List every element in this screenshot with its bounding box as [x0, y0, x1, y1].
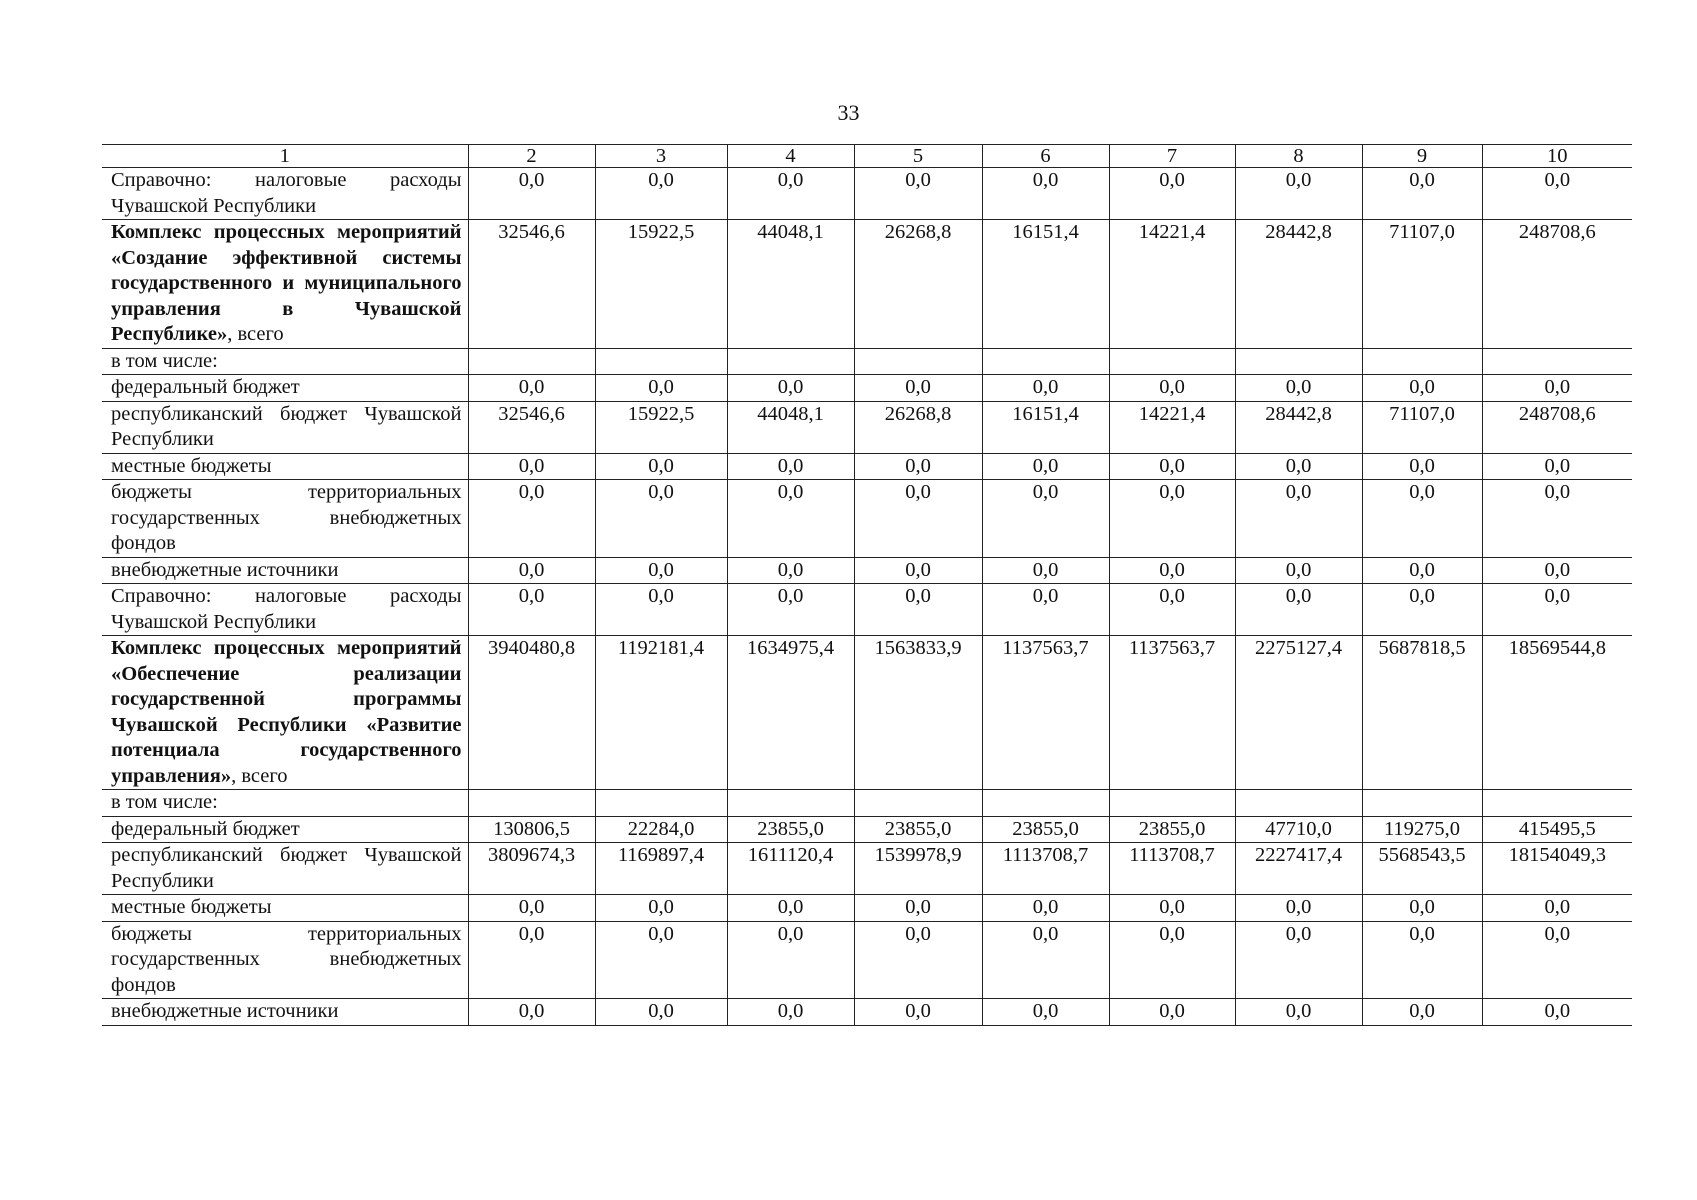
- row-label-text: бюджеты территориальных государственных внебюджетных фондов: [111, 922, 462, 996]
- value-cell: 0,0: [1482, 375, 1632, 402]
- value-cell: 16151,4: [982, 401, 1109, 453]
- column-number: 10: [1482, 145, 1632, 168]
- value-cell: 14221,4: [1109, 220, 1235, 349]
- row-label-text: бюджеты территориальных государственных внебюджетных фондов: [111, 481, 462, 554]
- value-cell: [1482, 348, 1632, 375]
- value-cell: 1169897,4: [595, 843, 727, 895]
- table-body: [102, 145, 1632, 1026]
- value-cell: 0,0: [727, 557, 854, 584]
- row-label-suffix: , всего: [231, 764, 288, 787]
- value-cell: 0,0: [1235, 921, 1362, 999]
- value-cell: 14221,4: [1109, 401, 1235, 453]
- table-row: [102, 584, 1632, 636]
- table-row: [102, 401, 1632, 453]
- value-cell: 1113708,7: [1109, 843, 1235, 895]
- value-cell: [1109, 790, 1235, 817]
- value-cell: 0,0: [727, 921, 854, 999]
- value-cell: 0,0: [1362, 168, 1482, 220]
- value-cell: 0,0: [468, 895, 595, 922]
- table-row: [102, 375, 1632, 402]
- value-cell: 0,0: [1482, 921, 1632, 999]
- value-cell: 0,0: [727, 895, 854, 922]
- value-cell: 26268,8: [854, 401, 982, 453]
- column-number: 2: [468, 145, 595, 168]
- value-cell: 0,0: [1235, 480, 1362, 558]
- value-cell: [595, 348, 727, 375]
- row-label-text: внебюджетные источники: [111, 558, 339, 581]
- table-row: [102, 843, 1632, 895]
- value-cell: 0,0: [595, 584, 727, 636]
- value-cell: 0,0: [1235, 168, 1362, 220]
- value-cell: 0,0: [1235, 584, 1362, 636]
- value-cell: 1539978,9: [854, 843, 982, 895]
- row-label-text: Комплекс процессных мероприятий «Обеспечение реализации государственной программы Чувашской Республики «Развитие потенциала государственного управления»: [111, 637, 462, 787]
- value-cell: 0,0: [982, 375, 1109, 402]
- value-cell: 0,0: [854, 921, 982, 999]
- value-cell: 0,0: [1235, 999, 1362, 1026]
- row-label-suffix: , всего: [227, 323, 284, 345]
- value-cell: 0,0: [1362, 453, 1482, 480]
- value-cell: 248708,6: [1482, 220, 1632, 349]
- value-cell: 0,0: [727, 453, 854, 480]
- value-cell: 0,0: [727, 375, 854, 402]
- value-cell: 44048,1: [727, 401, 854, 453]
- value-cell: 0,0: [854, 168, 982, 220]
- value-cell: 18154049,3: [1482, 843, 1632, 895]
- column-number-header: [102, 145, 1632, 168]
- value-cell: 0,0: [1235, 453, 1362, 480]
- row-label-text: в том числе:: [111, 349, 218, 372]
- value-cell: 3809674,3: [468, 843, 595, 895]
- row-label: [102, 999, 468, 1026]
- row-label: [102, 168, 468, 220]
- value-cell: 71107,0: [1362, 401, 1482, 453]
- row-label-text: местные бюджеты: [111, 454, 272, 477]
- value-cell: [1235, 790, 1362, 817]
- row-label-text: Справочно: налоговые расходы Чувашской Республики: [111, 585, 462, 633]
- value-cell: 0,0: [1109, 375, 1235, 402]
- row-label: [102, 401, 468, 453]
- column-number: 3: [595, 145, 727, 168]
- value-cell: 0,0: [1482, 999, 1632, 1026]
- value-cell: 28442,8: [1235, 220, 1362, 349]
- value-cell: [1235, 348, 1362, 375]
- row-label: [102, 584, 468, 636]
- value-cell: [468, 348, 595, 375]
- value-cell: 0,0: [1235, 895, 1362, 922]
- value-cell: [1482, 790, 1632, 817]
- row-label: [102, 220, 468, 349]
- value-cell: 15922,5: [595, 401, 727, 453]
- row-label-text: федеральный бюджет: [111, 817, 300, 840]
- value-cell: [468, 790, 595, 817]
- value-cell: 3940480,8: [468, 636, 595, 790]
- value-cell: 0,0: [1362, 921, 1482, 999]
- column-number: 4: [727, 145, 854, 168]
- value-cell: 0,0: [727, 999, 854, 1026]
- value-cell: 26268,8: [854, 220, 982, 349]
- value-cell: 0,0: [595, 557, 727, 584]
- value-cell: [982, 790, 1109, 817]
- value-cell: [1362, 348, 1482, 375]
- value-cell: 0,0: [1482, 168, 1632, 220]
- value-cell: 0,0: [854, 895, 982, 922]
- value-cell: 0,0: [727, 168, 854, 220]
- value-cell: 0,0: [468, 921, 595, 999]
- value-cell: 0,0: [595, 921, 727, 999]
- row-label-text: Комплекс процессных мероприятий «Создание эффективной системы государственного и муниципального управления в Чувашской Республике»: [111, 221, 462, 345]
- value-cell: [727, 348, 854, 375]
- value-cell: 0,0: [1362, 895, 1482, 922]
- column-number: 7: [1109, 145, 1235, 168]
- value-cell: 0,0: [1109, 921, 1235, 999]
- value-cell: 0,0: [1482, 557, 1632, 584]
- value-cell: 0,0: [468, 453, 595, 480]
- column-number: 9: [1362, 145, 1482, 168]
- value-cell: 16151,4: [982, 220, 1109, 349]
- value-cell: 0,0: [1362, 999, 1482, 1026]
- value-cell: 0,0: [1109, 999, 1235, 1026]
- value-cell: 0,0: [1109, 557, 1235, 584]
- value-cell: 71107,0: [1362, 220, 1482, 349]
- table-row: [102, 348, 1632, 375]
- table-row: [102, 453, 1632, 480]
- row-label-text: местные бюджеты: [111, 896, 272, 918]
- value-cell: 0,0: [1235, 375, 1362, 402]
- row-label: [102, 895, 468, 922]
- value-cell: 0,0: [595, 895, 727, 922]
- value-cell: 1113708,7: [982, 843, 1109, 895]
- value-cell: 0,0: [1362, 584, 1482, 636]
- value-cell: 0,0: [982, 895, 1109, 922]
- value-cell: 0,0: [468, 375, 595, 402]
- value-cell: 0,0: [1235, 557, 1362, 584]
- value-cell: 0,0: [727, 584, 854, 636]
- value-cell: 0,0: [595, 453, 727, 480]
- table-row: [102, 921, 1632, 999]
- value-cell: 47710,0: [1235, 816, 1362, 843]
- table-row: [102, 636, 1632, 790]
- row-label: [102, 557, 468, 584]
- value-cell: 0,0: [854, 453, 982, 480]
- table-row: [102, 895, 1632, 922]
- table-row: [102, 220, 1632, 349]
- row-label-text: республиканский бюджет Чувашской Республики: [111, 844, 462, 892]
- value-cell: 0,0: [982, 921, 1109, 999]
- value-cell: 28442,8: [1235, 401, 1362, 453]
- table-row: [102, 999, 1632, 1026]
- row-label: [102, 843, 468, 895]
- value-cell: 32546,6: [468, 220, 595, 349]
- value-cell: 0,0: [1109, 895, 1235, 922]
- column-number: 6: [982, 145, 1109, 168]
- value-cell: [1109, 348, 1235, 375]
- value-cell: [727, 790, 854, 817]
- value-cell: 32546,6: [468, 401, 595, 453]
- value-cell: 0,0: [595, 168, 727, 220]
- value-cell: 130806,5: [468, 816, 595, 843]
- value-cell: 0,0: [1482, 453, 1632, 480]
- row-label: [102, 453, 468, 480]
- value-cell: 0,0: [1362, 375, 1482, 402]
- value-cell: [1362, 790, 1482, 817]
- row-label: [102, 375, 468, 402]
- column-number: 1: [102, 145, 468, 168]
- value-cell: 5568543,5: [1362, 843, 1482, 895]
- value-cell: 0,0: [982, 453, 1109, 480]
- table-row: [102, 480, 1632, 558]
- value-cell: 0,0: [468, 999, 595, 1026]
- value-cell: 0,0: [982, 168, 1109, 220]
- row-label: [102, 636, 468, 790]
- value-cell: 0,0: [468, 480, 595, 558]
- table-row: [102, 168, 1632, 220]
- value-cell: 1634975,4: [727, 636, 854, 790]
- value-cell: 18569544,8: [1482, 636, 1632, 790]
- value-cell: [854, 790, 982, 817]
- page-number: 33: [837, 100, 860, 125]
- value-cell: 0,0: [982, 999, 1109, 1026]
- row-label: [102, 816, 468, 843]
- value-cell: 0,0: [854, 480, 982, 558]
- table-row: [102, 790, 1632, 817]
- value-cell: 1137563,7: [982, 636, 1109, 790]
- row-label: [102, 790, 468, 817]
- table-row: [102, 816, 1632, 843]
- row-label-text: в том числе:: [111, 791, 218, 813]
- value-cell: 415495,5: [1482, 816, 1632, 843]
- value-cell: 119275,0: [1362, 816, 1482, 843]
- value-cell: 0,0: [1109, 453, 1235, 480]
- value-cell: 0,0: [1482, 584, 1632, 636]
- row-label-text: федеральный бюджет: [111, 376, 300, 398]
- value-cell: 1611120,4: [727, 843, 854, 895]
- value-cell: 23855,0: [982, 816, 1109, 843]
- value-cell: 0,0: [1482, 895, 1632, 922]
- value-cell: [595, 790, 727, 817]
- value-cell: 0,0: [854, 375, 982, 402]
- value-cell: 23855,0: [854, 816, 982, 843]
- value-cell: 0,0: [982, 584, 1109, 636]
- value-cell: 2275127,4: [1235, 636, 1362, 790]
- value-cell: 0,0: [595, 999, 727, 1026]
- row-label: [102, 921, 468, 999]
- value-cell: 0,0: [1109, 584, 1235, 636]
- value-cell: 0,0: [854, 999, 982, 1026]
- value-cell: 0,0: [982, 480, 1109, 558]
- value-cell: [854, 348, 982, 375]
- value-cell: 0,0: [595, 375, 727, 402]
- value-cell: 0,0: [1109, 480, 1235, 558]
- value-cell: 0,0: [595, 480, 727, 558]
- value-cell: 0,0: [982, 557, 1109, 584]
- row-label-text: внебюджетные источники: [111, 1000, 339, 1022]
- value-cell: 248708,6: [1482, 401, 1632, 453]
- value-cell: 1192181,4: [595, 636, 727, 790]
- value-cell: [982, 348, 1109, 375]
- row-label: [102, 480, 468, 558]
- value-cell: 0,0: [468, 557, 595, 584]
- value-cell: 0,0: [1362, 557, 1482, 584]
- budget-table: [102, 144, 1632, 1026]
- value-cell: 0,0: [1109, 168, 1235, 220]
- table-row: [102, 557, 1632, 584]
- value-cell: 44048,1: [727, 220, 854, 349]
- value-cell: 22284,0: [595, 816, 727, 843]
- value-cell: 5687818,5: [1362, 636, 1482, 790]
- value-cell: 0,0: [468, 584, 595, 636]
- value-cell: 0,0: [1362, 480, 1482, 558]
- value-cell: 1137563,7: [1109, 636, 1235, 790]
- value-cell: 0,0: [1482, 480, 1632, 558]
- value-cell: 23855,0: [727, 816, 854, 843]
- column-number: 5: [854, 145, 982, 168]
- value-cell: 0,0: [468, 168, 595, 220]
- value-cell: 1563833,9: [854, 636, 982, 790]
- row-label-text: республиканский бюджет Чувашской Республики: [111, 402, 462, 450]
- value-cell: 0,0: [854, 584, 982, 636]
- row-label-text: Справочно: налоговые расходы Чувашской Республики: [111, 169, 462, 217]
- value-cell: 15922,5: [595, 220, 727, 349]
- value-cell: 23855,0: [1109, 816, 1235, 843]
- row-label: [102, 348, 468, 375]
- value-cell: 0,0: [854, 557, 982, 584]
- column-number: 8: [1235, 145, 1362, 168]
- value-cell: 0,0: [727, 480, 854, 558]
- value-cell: 2227417,4: [1235, 843, 1362, 895]
